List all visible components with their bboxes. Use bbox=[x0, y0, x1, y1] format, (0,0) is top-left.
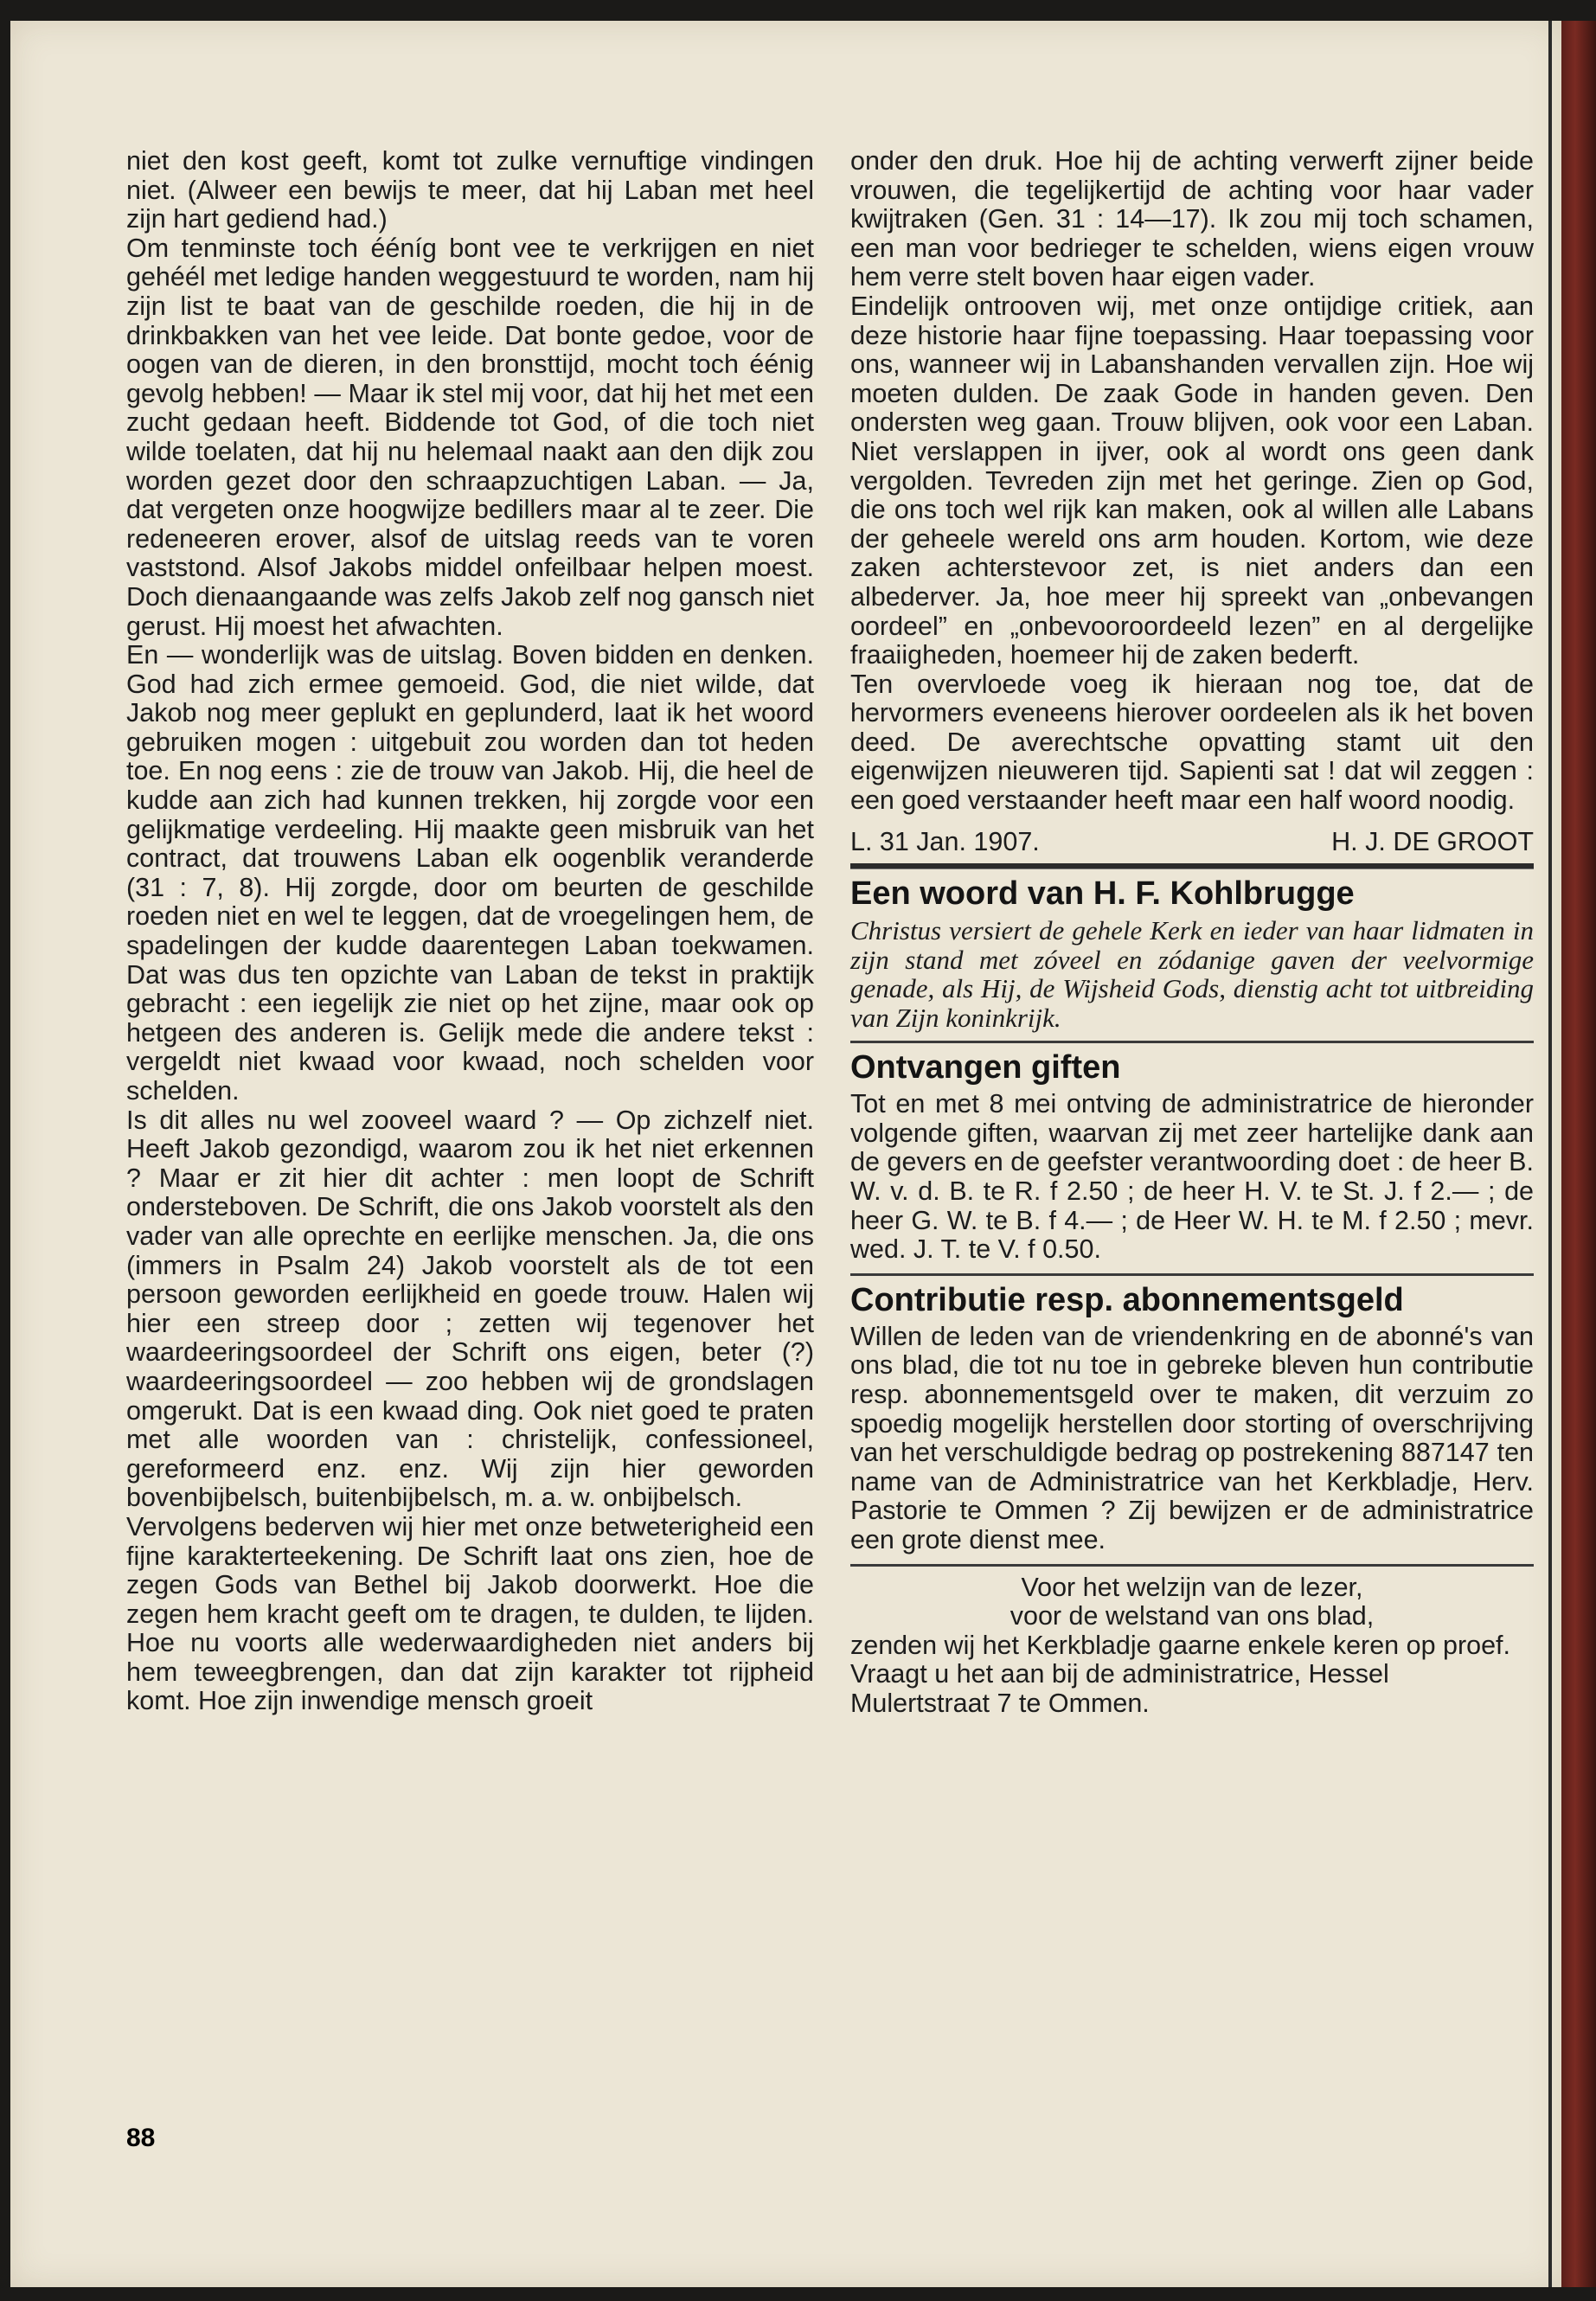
notice-rest: zenden wij het Kerkbladje gaarne enkele keren op proef. Vraagt u het aan bij de administratrice, Hessel Mulertstraat 7 te Ommen. bbox=[850, 1630, 1511, 1718]
page-number: 88 bbox=[126, 2124, 156, 2152]
notice-block bbox=[850, 1574, 1534, 1719]
contributie-text: Willen de leden van de vriendenkring en de abonné's van ons blad, die tot nu toe in gebreke bleven hun contributie resp. abonnementsgeld over te maken, dit verzuim zo spoedig mogelijk herstellen door storting of overschrijving van het verschuldigde bedrag op postrekening 887147 ten name van de Administratrice van het Kerkbladje, Herv. Pastorie te Ommen ? Zij bewijzen er de administratrice een grote dienst mee. bbox=[850, 1321, 1534, 1554]
section-divider bbox=[850, 863, 1534, 869]
left-paragraph-1: niet den kost geeft, komt tot zulke vernuftige vindingen niet. (Alweer een bewijs te meer, dat hij Laban met heel zijn hart gediend had.) bbox=[126, 146, 814, 234]
signature-name: H. J. DE GROOT bbox=[1331, 826, 1534, 856]
right-paragraph-2: Eindelijk ontrooven wij, met onze ontijdige critiek, aan deze historie haar fijne toepassing. Haar toepassing voor ons, wanneer wij in Labanshanden vervallen zijn. Hoe wij moeten dulden. De zaak Gode in handen geven. Den ondersten weg gaan. Trouw blijven, ook voor een Laban. Niet verslappen in ijver, ook al wordt ons geen dank vergolden. Tevreden zijn met het geringe. Zien op God, die ons toch wel rijk kan maken, ook al willen alle Labans der geheele wereld ons arm houden. Kortom, wie deze zaken achterstevoor zet, is niet anders dan een albederver. Ja, hoe meer hij spreekt van „onbevangen oordeel” en „onbevooroordeeld lezen” en al dergelijke fraaiigheden, hoemeer hij de zaken bederft. bbox=[850, 291, 1534, 670]
left-paragraph-2: Om tenminste toch ééníg bont vee te verkrijgen en niet gehéél met ledige handen weggestuurd te worden, nam hij zijn list te baat van de geschilde roeden, die hij in de drinkbakken van het vee leide. Dat bonte gedoe, voor de oogen van de dieren, in den bronsttijd, mocht toch éénig gevolg hebben! — Maar ik stel mij voor, dat hij het met een zucht gedaan heeft. Biddende tot God, of die toch niet wilde toelaten, dat hij nu helemaal naakt aan den dijk zou worden gezet door den schraapzuchtigen Laban. — Ja, dat vergeten onze hoogwijze bedillers maar al te zeer. Die redeneeren erover, alsof de uitslag reeds van te voren vaststond. Alsof Jakobs middel onfeilbaar helpen moest. Doch dienaangaande was zelfs Jakob zelf nog gansch niet gerust. Hij moest het afwachten. bbox=[126, 233, 814, 641]
kohlbrugge-heading: Een woord van H. F. Kohlbrugge bbox=[850, 875, 1355, 913]
notice-line-2: voor de welstand van ons blad, bbox=[1010, 1601, 1375, 1631]
right-paragraph-1: onder den druk. Hoe hij de achting verwerft zijner beide vrouwen, die tegelijkertijd de achting voor haar vader kwijtraken (Gen. 31 : 14—17). Ik zou mij toch schamen, een man voor bedrieger te schelden, wiens eigen vrouw hem verre stelt boven haar eigen vader. bbox=[850, 146, 1534, 292]
section-divider bbox=[850, 1564, 1534, 1567]
page-edge-line bbox=[1548, 21, 1552, 2287]
notice-line-1: Voor het welzijn van de lezer, bbox=[1021, 1572, 1363, 1602]
left-paragraph-5: Vervolgens bederven wij hier met onze betweterigheid een fijne karakterteekening. De Schrift laat ons zien, hoe de zegen Gods van Bethel bij Jakob doorwerkt. Hoe die zegen hem kracht geeft om te dragen, te dulden, te lijden. Hoe nu voorts alle wederwaardigheden niet anders bij hem teweegbrengen, dan dat zijn karakter tot rijpheid komt. Hoe zijn inwendige mensch groeit bbox=[126, 1511, 814, 1716]
contributie-heading: Contributie resp. abonnementsgeld bbox=[850, 1281, 1404, 1318]
left-column bbox=[126, 147, 814, 1716]
section-divider bbox=[850, 1273, 1534, 1276]
signature-line bbox=[850, 828, 1534, 857]
book-spine bbox=[1561, 21, 1596, 2287]
left-paragraph-3: En — wonderlijk was de uitslag. Boven bidden en denken. God had zich ermee gemoeid. God, die niet wilde, dat Jakob nog meer geplukt en geplunderd, laat ik het woord gebruiken mogen : uitgebuit zou worden dan tot heden toe. En nog eens : zie de trouw van Jakob. Hij, die heel de kudde aan zich had kunnen trekken, hij zorgde voor een gelijkmatige verdeeling. Hij maakte geen misbruik van het contract, dat trouwens Laban elk oogenblik veranderde (31 : 7, 8). Hij zorgde, door om beurten de geschilde roeden niet en wel te leggen, dat de vroegelingen hem, de spadelingen der kudde daarentegen Laban toekwamen. Dat was dus ten opzichte van Laban de tekst in praktijk gebracht : een iegelijk zie niet op het zijne, maar ook op hetgeen des anderen is. Gelijk mede die andere tekst : vergeldt niet kwaad voor kwaad, noch schelden voor schelden. bbox=[126, 640, 814, 1106]
right-paragraph-3: Ten overvloede voeg ik hieraan nog toe, dat de hervormers eveneens hierover oordeelen als ik het boven deed. De averechtsche opvatting stamt uit den eigenwijzen nieuweren tijd. Sapienti sat ! dat wil zeggen : een goed verstaander heeft maar een half woord noodig. bbox=[850, 669, 1534, 816]
kohlbrugge-quote: Christus versiert de gehele Kerk en ieder van haar lidmaten in zijn stand met zóveel en zódanige gaven der veelvormige genade, als Hij, de Wijsheid Gods, dienstig acht tot uitbreiding van Zijn koninkrijk. bbox=[850, 915, 1534, 1033]
right-column bbox=[850, 147, 1534, 1719]
signature-place-date: L. 31 Jan. 1907. bbox=[850, 826, 1040, 856]
giften-heading: Ontvangen giften bbox=[850, 1049, 1121, 1086]
section-divider bbox=[850, 1041, 1534, 1043]
giften-text: Tot en met 8 mei ontving de administratrice de hieronder volgende giften, waarvan zij met zeer hartelijke dank aan de gevers en de geefster verantwoording doet : de heer B. W. v. d. B. te R. f 2.50 ; de heer H. V. te St. J. f 2.— ; de heer G. W. te B. f 4.— ; de Heer W. H. te M. f 2.50 ; mevr. wed. J. T. te V. f 0.50. bbox=[850, 1089, 1534, 1265]
left-paragraph-4: Is dit alles nu wel zooveel waard ? — Op zichzelf niet. Heeft Jakob gezondigd, waarom zou ik het niet erkennen ? Maar er zit hier dit achter : men loopt de Schrift ondersteboven. De Schrift, die ons Jakob voorstelt als den vader van alle oprechte en eerlijke menschen. Ja, die ons (immers in Psalm 24) Jakob voorstelt als de tot een persoon geworden eerlijkheid en goede trouw. Halen wij hier een streep door ; zetten wij tegenover het waardeeringsoordeel der Schrift ons eigen, beter (?) waardeeringsoordeel — zoo hebben wij de grondslagen omgerukt. Dat is een kwaad ding. Ook niet goed te praten met alle woorden van : christelijk, confessioneel, gereformeerd enz. enz. Wij zijn hier geworden bovenbijbelsch, buitenbijbelsch, m. a. w. onbijbelsch. bbox=[126, 1105, 814, 1513]
